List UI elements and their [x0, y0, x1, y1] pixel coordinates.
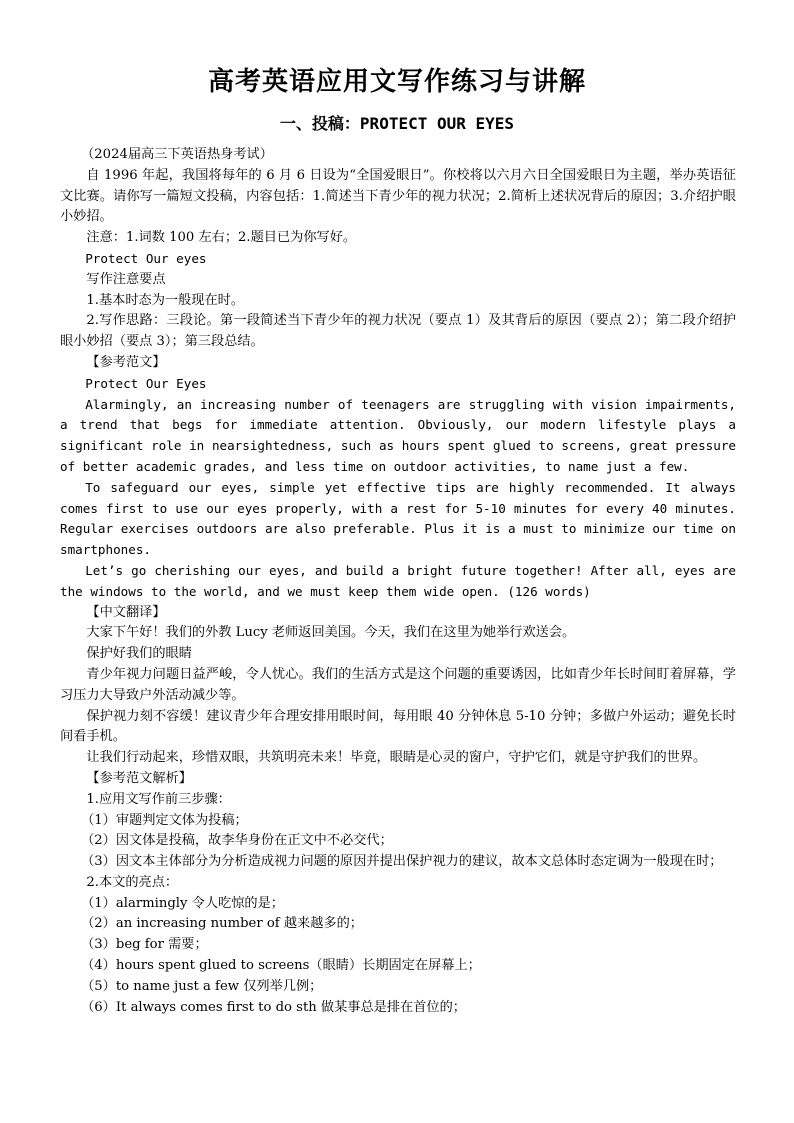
highlight-3: （3）beg for 需要；: [81, 937, 208, 953]
given-title: Protect Our eyes: [85, 250, 207, 266]
exam-source: （2024届高三下英语热身考试）: [81, 147, 273, 162]
section-subtitle: 一、投稿：PROTECT OUR EYES: [279, 114, 515, 133]
translation-line-1: 大家下午好！我们的外教 Lucy 老师返回美国。今天，我们在这里为她举行欢送会。: [86, 625, 576, 641]
sample-paragraph-3: Let’s go cherishing our eyes, and build a bright future together! After all, eyes are the windows to the world, and we must keep them wide open. (126 words): [60, 562, 736, 599]
highlight-2: （2）an increasing number of 越来越多的；: [81, 916, 363, 932]
tips-item-2: 2.写作思路：三段论。第一段简述当下青少年的视力状况（要点 1）及其背后的原因（要点 2）；第二段介绍护眼小妙招（要点 3）；第三段总结。: [60, 313, 736, 350]
sample-paragraph-2: To safeguard our eyes, simple yet effective tips are highly recommended. It always comes first to use our eyes properly, with a rest for 5-10 minutes for every 40 minutes. Regular exercises outdoors are also preferable. Plus it is a must to minimize our time on smartphones.: [60, 479, 736, 558]
analysis-step-2: （2）因文体是投稿，故李华身份在正文中不必交代；: [81, 833, 393, 849]
sample-heading: 【参考范文】: [86, 354, 166, 370]
translation-paragraph-1: 青少年视力问题日益严峻，令人忧心。我们的生活方式是这个问题的重要诱因，比如青少年长时间盯着屏幕，学习压力大导致户外活动减少等。: [60, 666, 736, 703]
analysis-step-1: （1）审题判定文体为投稿；: [81, 812, 248, 828]
analysis-heading: 【参考范文解析】: [86, 770, 192, 786]
sample-title: Protect Our Eyes: [85, 375, 207, 391]
translation-title: 保护好我们的眼睛: [86, 646, 192, 662]
document-body: [60, 145, 736, 1018]
translation-heading: 【中文翻译】: [86, 604, 166, 620]
highlight-5: （5）to name just a few 仅列举几例；: [81, 978, 323, 994]
task-prompt: 自 1996 年起，我国将每年的 6 月 6 日设为“全国爱眼日”。你校将以六月六日全国爱眼日为主题，举办英语征文比赛。请你写一篇短文投稿，内容包括：1.简述当下青少年的视力状况；2.简析上述状况背后的原因；3.介绍护眼小妙招。: [60, 167, 736, 225]
highlight-1: （1）alarmingly 令人吃惊的是；: [81, 895, 284, 911]
analysis-steps-heading: 1.应用文写作前三步骤：: [86, 791, 231, 807]
analysis-step-3: （3）因文本主体部分为分析造成视力问题的原因并提出保护视力的建议，故本文总体时态定调为一般现在时；: [81, 854, 723, 870]
highlights-heading: 2.本文的亮点：: [86, 874, 179, 890]
highlight-4: （4）hours spent glued to screens（眼睛）长期固定在屏幕上；: [81, 958, 481, 974]
sample-paragraph-1: Alarmingly, an increasing number of teenagers are struggling with vision impairments, a trend that begs for immediate attention. Obviously, our modern lifestyle plays a significant role in nearsightedness, such as hours spent glued to screens, great pressure of better academic grades, and less time on outdoor activities, to name just a few.: [60, 396, 736, 474]
tips-item-1: 1.基本时态为一般现在时。: [86, 292, 245, 308]
task-notice: 注意：1.词数 100 左右；2.题目已为你写好。: [86, 230, 357, 246]
page-title: 高考英语应用文写作练习与讲解: [207, 67, 586, 97]
tips-heading: 写作注意要点: [86, 271, 166, 287]
translation-paragraph-3: 让我们行动起来，珍惜双眼，共筑明亮未来！毕竟，眼睛是心灵的窗户，守护它们，就是守护我们的世界。: [86, 750, 707, 766]
translation-paragraph-2: 保护视力刻不容缓！建议青少年合理安排用眼时间，每用眼 40 分钟休息 5-10 分钟；多做户外运动；避免长时间看手机。: [60, 708, 736, 745]
highlight-6: （6）It always comes first to do sth 做某事总是排在首位的；: [81, 999, 466, 1015]
